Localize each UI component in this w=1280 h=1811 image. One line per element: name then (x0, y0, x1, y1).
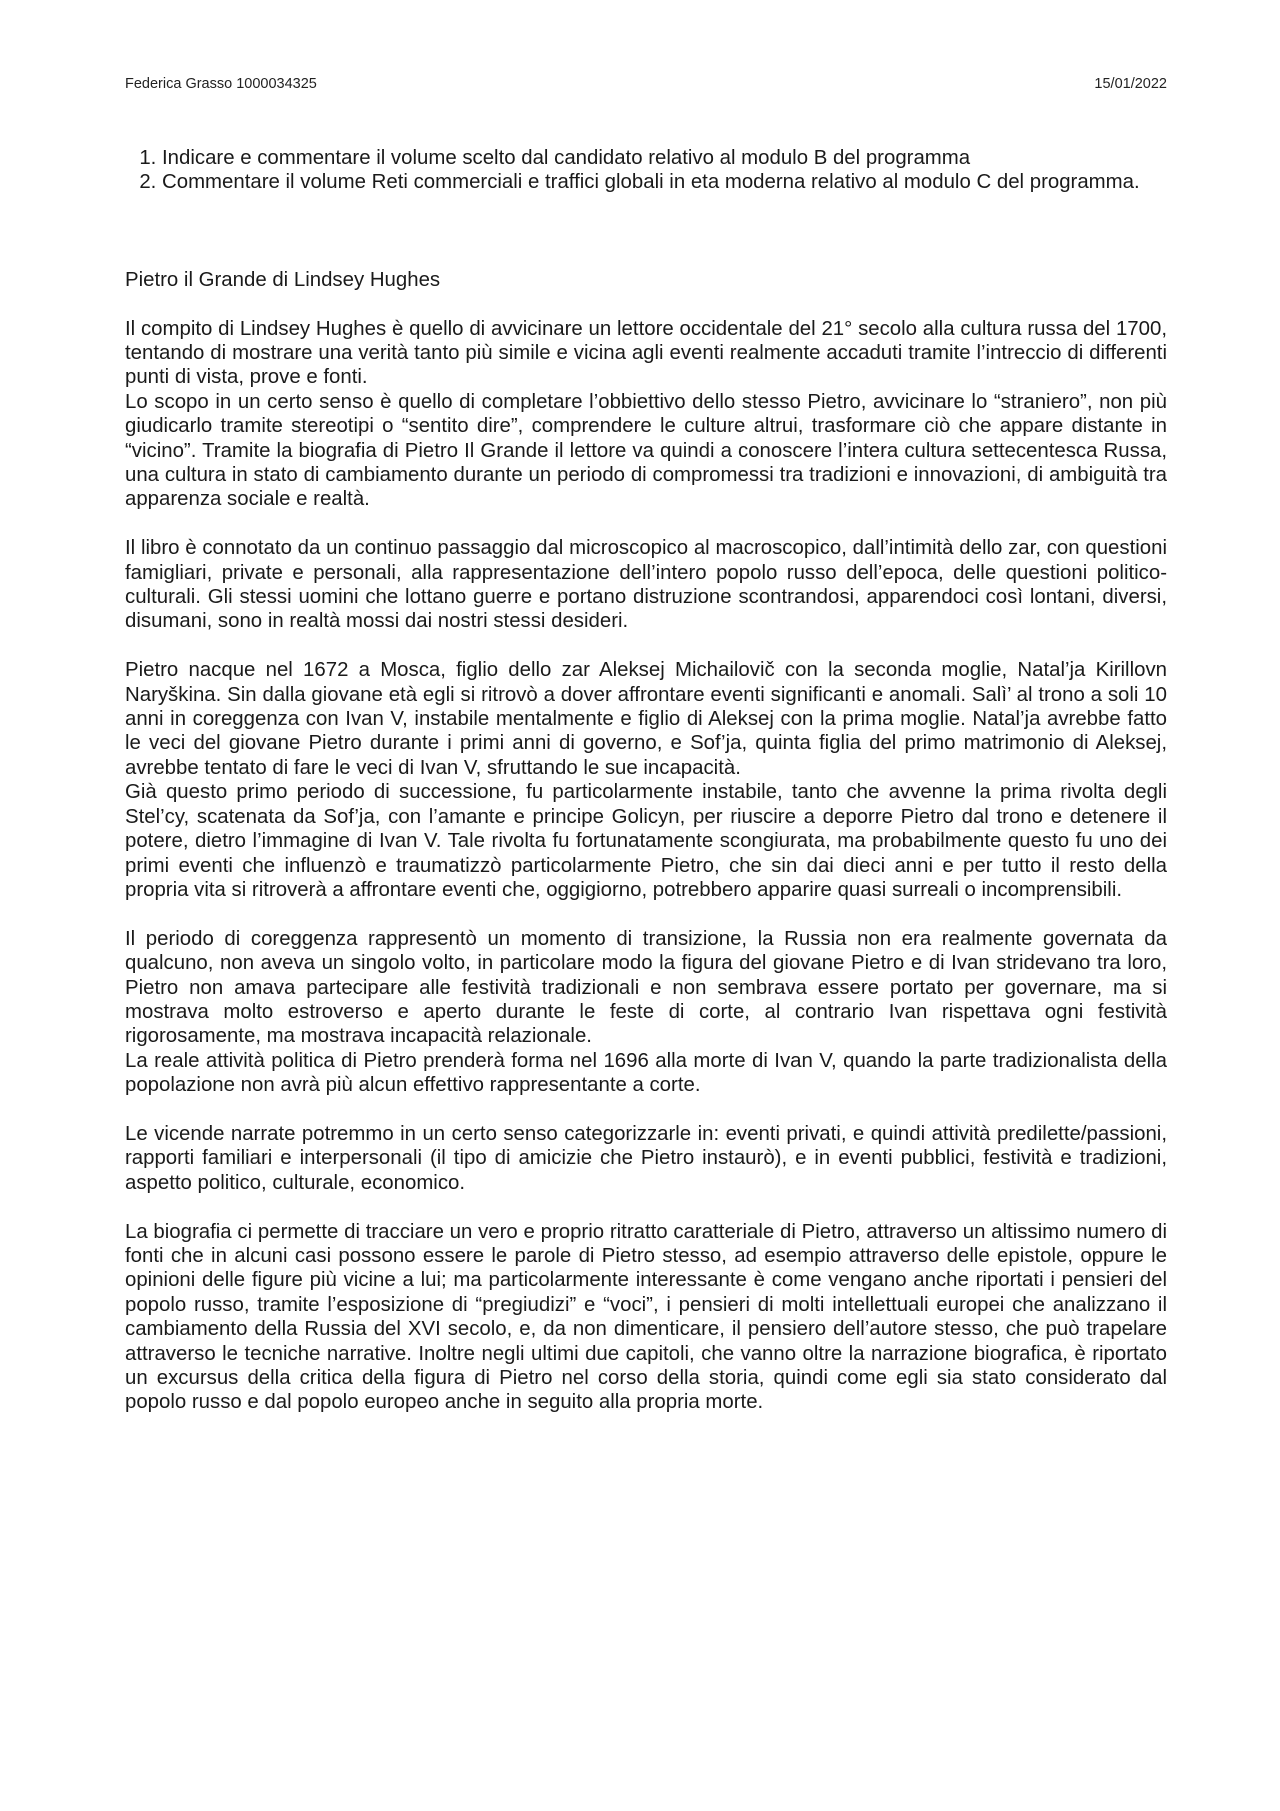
paragraph: La reale attività politica di Pietro prenderà forma nel 1696 alla morte di Ivan V, quando la parte tradizionalista della popolazione non avrà più alcun effettivo rappresentante a corte. (125, 1049, 1167, 1097)
question-item: 2. Commentare il volume Reti commerciali e traffici globali in eta moderna relativo al modulo C del programma. (162, 170, 1167, 194)
paragraph: Il compito di Lindsey Hughes è quello di avvicinare un lettore occidentale del 21° secolo alla cultura russa del 1700, tentando di mostrare una verità tanto più simile e vicina agli eventi realmente accaduti tramite l’intreccio di differenti punti di vista, prove e fonti. (125, 317, 1167, 389)
paragraph: Lo scopo in un certo senso è quello di completare l’obbiettivo dello stesso Pietro, avvicinare lo “straniero”, non più giudicarlo tramite stereotipi o “sentito dire”, comprendere le culture altrui, trasformare ciò che appare distante in “vicino”. Tramite la biografia di Pietro Il Grande il lettore va quindi a conoscere l’intera cultura settecentesca Russa, una cultura in stato di cambiamento durante un periodo di compromessi tra tradizioni e innovazioni, di ambiguità tra apparenza sociale e realtà. (125, 390, 1167, 511)
header-author: Federica Grasso 1000034325 (125, 76, 317, 92)
book-title: Pietro il Grande di Lindsey Hughes (125, 268, 441, 291)
paragraph: Già questo primo periodo di successione, fu particolarmente instabile, tanto che avvenne la prima rivolta degli Stel’cy, scatenata da Sof’ja, con l’amante e principe Golicyn, per riuscire a deporre Pietro dal trono e detenere il potere, dietro l’immagine di Ivan V. Tale rivolta fu fortunatamente scongiurata, ma probabilmente questo fu uno dei primi eventi che influenzò e traumatizzò particolarmente Pietro, che sin dai dieci anni e per tutto il resto della propria vita si ritroverà a affrontare eventi che, oggigiorno, potrebbero apparire quasi surreali o incomprensibili. (125, 781, 1167, 901)
paragraph: La biografia ci permette di tracciare un vero e proprio ritratto caratteriale di Pietro, attraverso un altissimo numero di fonti che in alcuni casi possono essere le parole di Pietro stesso, ad esempio attraverso delle epistole, oppure le opinioni delle figure più vicine a lui; ma particolarmente interessante è come vengano anche riportati i pensieri del popolo russo, tramite l’esposizione di “pregiudizi” e “voci”, i pensieri di molti intellettuali europei che analizzano il cambiamento della Russia del XVI secolo, e, da non dimenticare, il pensiero dell’autore stesso, che può trapelare attraverso le tecniche narrative. Inoltre negli ultimi due capitoli, che vanno oltre la narrazione biografica, è riportato un excursus della critica della figura di Pietro nel corso della storia, quindi come egli sia stato considerato dal popolo russo e dal popolo europeo anche in seguito alla propria morte. (125, 1220, 1167, 1414)
paragraph: Il periodo di coreggenza rappresentò un momento di transizione, la Russia non era realmente governata da qualcuno, non aveva un singolo volto, in particolare modo la figura del giovane Pietro e di Ivan stridevano tra loro, Pietro non amava partecipare alle festività tradizionali e non sembrava essere portato per governare, ma si mostrava molto estroverso e aperto durante le feste di corte, al contrario Ivan rispettava ogni festività rigorosamente, ma mostrava incapacità relazionale. (125, 927, 1167, 1048)
paragraph: Pietro nacque nel 1672 a Mosca, figlio dello zar Aleksej Michailovič con la seconda moglie, Natal’ja Kirillovn Naryškina. Sin dalla giovane età egli si ritrovò a dover affrontare eventi significanti e anomali. Salì’ al trono a soli 10 anni in coreggenza con Ivan V, instabile mentalmente e figlio di Aleksej con la prima moglie. Natal’ja avrebbe fatto le veci del giovane Pietro durante i primi anni di governo, e Sof’ja, quinta figlia del primo matrimonio di Aleksej, avrebbe tentato di fare le veci di Ivan V, sfruttando le sue incapacità. (125, 659, 1167, 779)
paragraph: Le vicende narrate potremmo in un certo senso categorizzarle in: eventi privati, e quindi attività predilette/passioni, rapporti familiari e interpersonali (il tipo di amicizie che Pietro instaurò), e in eventi pubblici, festività e tradizioni, aspetto politico, culturale, economico. (125, 1122, 1167, 1194)
document-body (125, 146, 1167, 1415)
header-date: 15/01/2022 (1094, 76, 1167, 92)
question-item: 1. Indicare e commentare il volume scelto dal candidato relativo al modulo B del programma (162, 146, 1167, 170)
question-list (125, 146, 1167, 195)
paragraph: Il libro è connotato da un continuo passaggio dal microscopico al macroscopico, dall’intimità dello zar, con questioni famigliari, private e personali, alla rappresentazione dell’intero popolo russo dell’epoca, delle questioni politico-culturali. Gli stessi uomini che lottano guerre e portano distruzione scontrandosi, apparendoci così lontani, diversi, disumani, sono in realtà mossi dai nostri stessi desideri. (125, 537, 1167, 633)
page-header (125, 76, 1167, 92)
